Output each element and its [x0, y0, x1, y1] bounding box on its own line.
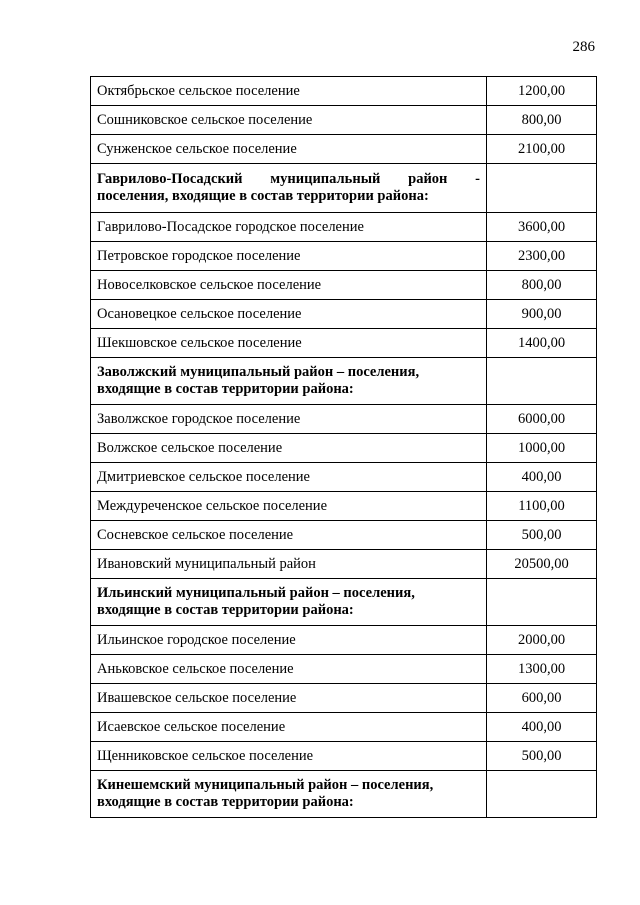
- settlement-name: Ивановский муниципальный район: [91, 550, 487, 579]
- district-header-row: [91, 358, 597, 405]
- settlement-name: Шекшовское сельское поселение: [91, 329, 487, 358]
- table-row: [91, 135, 597, 164]
- settlement-value: 400,00: [487, 463, 597, 492]
- settlement-value: 1200,00: [487, 77, 597, 106]
- table-row: [91, 655, 597, 684]
- page-number: 286: [572, 39, 595, 55]
- settlement-name: Октябрьское сельское поселение: [91, 77, 487, 106]
- settlement-value: 1400,00: [487, 329, 597, 358]
- settlement-name: Ильинское городское поселение: [91, 626, 487, 655]
- table-row: [91, 626, 597, 655]
- table-row: [91, 405, 597, 434]
- district-header-row: [91, 771, 597, 818]
- table-row: [91, 742, 597, 771]
- table-row: [91, 713, 597, 742]
- table-row: [91, 434, 597, 463]
- settlement-name: Новоселковское сельское поселение: [91, 271, 487, 300]
- settlement-value: [487, 579, 597, 626]
- settlement-value: 3600,00: [487, 213, 597, 242]
- settlement-value: 500,00: [487, 521, 597, 550]
- district-header-row: [91, 164, 597, 213]
- settlement-value: 900,00: [487, 300, 597, 329]
- settlement-value: [487, 771, 597, 818]
- table-row: [91, 213, 597, 242]
- table-row: [91, 492, 597, 521]
- settlement-name: Дмитриевское сельское поселение: [91, 463, 487, 492]
- settlement-name: Сошниковское сельское поселение: [91, 106, 487, 135]
- settlement-value: 20500,00: [487, 550, 597, 579]
- settlements-table: [90, 76, 597, 818]
- settlement-name: Щенниковское сельское поселение: [91, 742, 487, 771]
- table-row: [91, 242, 597, 271]
- settlement-name: Волжское сельское поселение: [91, 434, 487, 463]
- settlement-name: Петровское городское поселение: [91, 242, 487, 271]
- settlement-name: Заволжское городское поселение: [91, 405, 487, 434]
- settlement-value: 1100,00: [487, 492, 597, 521]
- settlement-value: 6000,00: [487, 405, 597, 434]
- settlement-name: Междуреченское сельское поселение: [91, 492, 487, 521]
- district-header: Ильинский муниципальный район – поселения, входящие в состав территории района:: [91, 579, 487, 626]
- settlement-name: Сосневское сельское поселение: [91, 521, 487, 550]
- settlement-name: Осановецкое сельское поселение: [91, 300, 487, 329]
- settlement-value: 500,00: [487, 742, 597, 771]
- settlement-name: Ивашевское сельское поселение: [91, 684, 487, 713]
- settlement-value: 800,00: [487, 106, 597, 135]
- table-row: [91, 463, 597, 492]
- settlement-value: 1300,00: [487, 655, 597, 684]
- table-row: [91, 550, 597, 579]
- table-row: [91, 684, 597, 713]
- settlement-value: 2300,00: [487, 242, 597, 271]
- district-header: Заволжский муниципальный район – поселения, входящие в состав территории района:: [91, 358, 487, 405]
- table-row: [91, 329, 597, 358]
- table-row: [91, 271, 597, 300]
- settlement-name: Исаевское сельское поселение: [91, 713, 487, 742]
- settlement-name: Аньковское сельское поселение: [91, 655, 487, 684]
- settlement-value: 1000,00: [487, 434, 597, 463]
- settlement-value: 2000,00: [487, 626, 597, 655]
- settlement-value: 800,00: [487, 271, 597, 300]
- district-header-row: [91, 579, 597, 626]
- table-row: [91, 106, 597, 135]
- settlement-value: 400,00: [487, 713, 597, 742]
- settlement-value: [487, 358, 597, 405]
- settlement-name: Гаврилово-Посадское городское поселение: [91, 213, 487, 242]
- table-row: [91, 300, 597, 329]
- table-row: [91, 521, 597, 550]
- settlement-value: [487, 164, 597, 213]
- settlement-name: Сунженское сельское поселение: [91, 135, 487, 164]
- settlement-value: 2100,00: [487, 135, 597, 164]
- district-header: Гаврилово-Посадский муниципальный район - поселения, входящие в состав территории района:: [91, 164, 487, 213]
- settlement-value: 600,00: [487, 684, 597, 713]
- table-row: [91, 77, 597, 106]
- district-header: Кинешемский муниципальный район – поселения, входящие в состав территории района:: [91, 771, 487, 818]
